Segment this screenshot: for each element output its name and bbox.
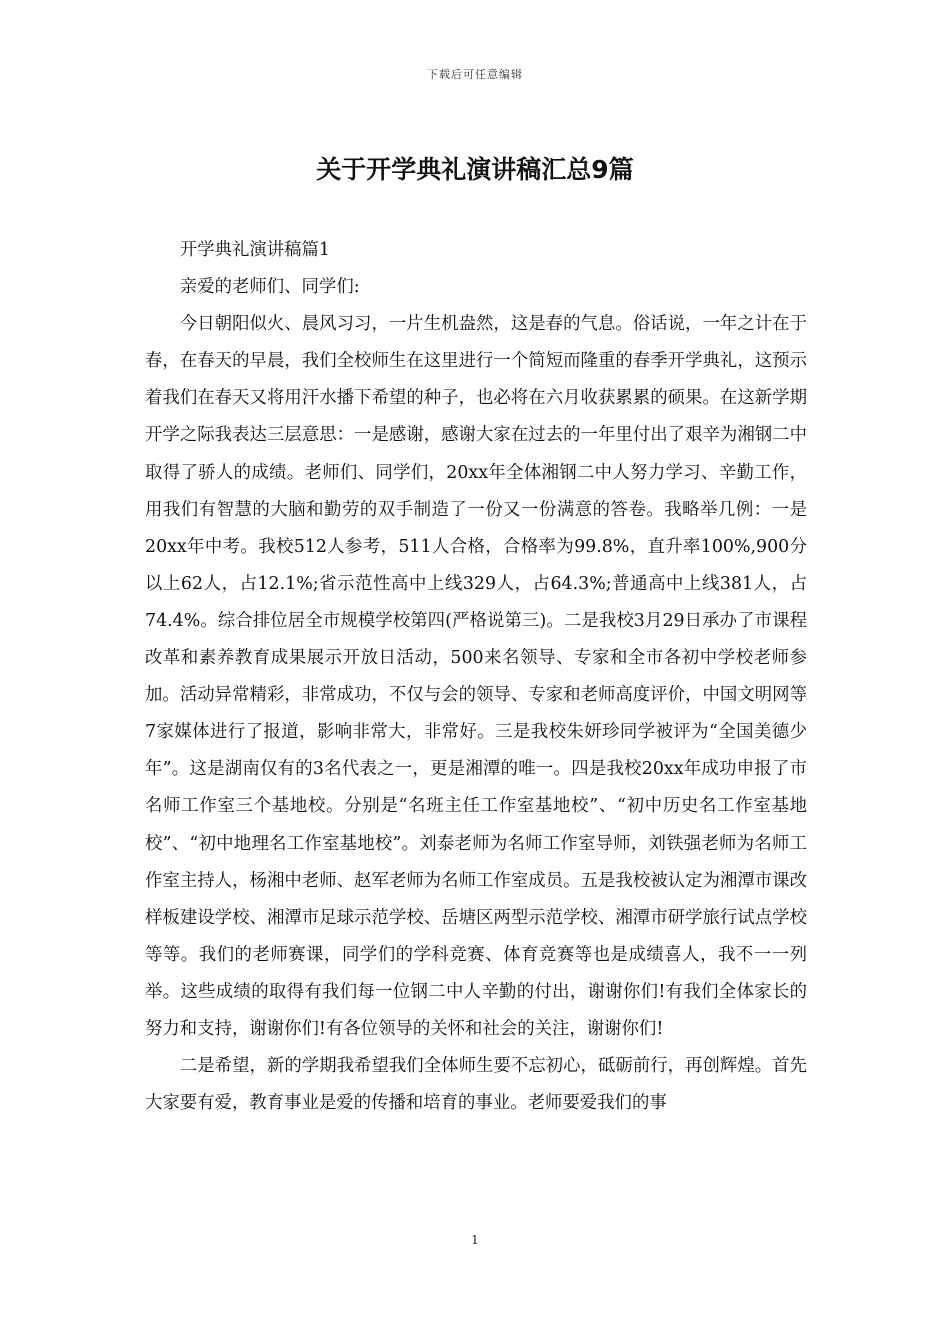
salutation: 亲爱的老师们、同学们: [179, 277, 360, 298]
section-heading: 开学典礼演讲稿篇1 [179, 240, 330, 260]
header-note: 下载后可任意编辑 [427, 68, 523, 81]
document-title: 关于开学典礼演讲稿汇总9篇 [316, 155, 634, 184]
page-number: 1 [471, 1233, 479, 1247]
paragraph-1: 今日朝阳似火、晨风习习，一片生机盎然，这是春的气息。俗话说，一年之计在于春，在春天的早晨，我们全校师生在这里进行一个简短而隆重的春季开学典礼，这预示着我们在春天又将用汗水播下希望的种子，也必将在六月收获累累的硕果。在这新学期开学之际我表达三层意思：一是感谢，感谢大家在过去的一年里付出了艰辛为湘钢二中取得了骄人的成绩。老师们、同学们，20xx年全体湘钢二中人努力学习、辛勤工作，用我们有智慧的大脑和勤劳的双手制造了一份又一份满意的答卷。我略举几例：一是20xx年中考。我校512人参考，511人合格，合格率为99.8%，直升率100%,900分以上62人，占12.1%;省示范性高中上线329人，占64.3%;普通高中上线381人，占74.4%。综合排位居全市规模学校第四(严格说第三)。二是我校3月29日承办了市课程改革和素养教育成果展示开放日活动，500来名领导、专家和全市各初中学校老师参加。活动异常精彩，非常成功，不仅与会的领导、专家和老师高度评价，中国文明网等7家媒体进行了报道，影响非常大，非常好。三是我校朱妍珍同学被评为“全国美德少年”。这是湖南仅有的3名代表之一，更是湘潭的唯一。四是我校20xx年成功申报了市名师工作室三个基地校。分别是“名班主任工作室基地校”、“初中历史名工作室基地校”、“初中地理名工作室基地校”。刘泰老师为名师工作室导师，刘铁强老师为名师工作室主持人，杨湘中老师、赵军老师为名师工作室成员。五是我校被认定为湘潭市课改样板建设学校、湘潭市足球示范学校、岳塘区两型示范学校、湘潭市研学旅行试点学校等等。我们的老师赛课，同学们的学科竞赛、体育竞赛等也是成绩喜人，我不一一列举。这些成绩的取得有我们每一位钢二中人辛勤的付出，谢谢你们!有我们全体家长的努力和支持，谢谢你们!有各位领导的关怀和社会的关注，谢谢你们! [145, 314, 807, 1039]
paragraph-2: 二是希望，新的学期我希望我们全体师生要不忘初心，砥砺前行，再创辉煌。首先大家要有爱，教育事业是爱的传播和培育的事业。老师要爱我们的事 [145, 1056, 807, 1114]
document-body [145, 232, 807, 1122]
